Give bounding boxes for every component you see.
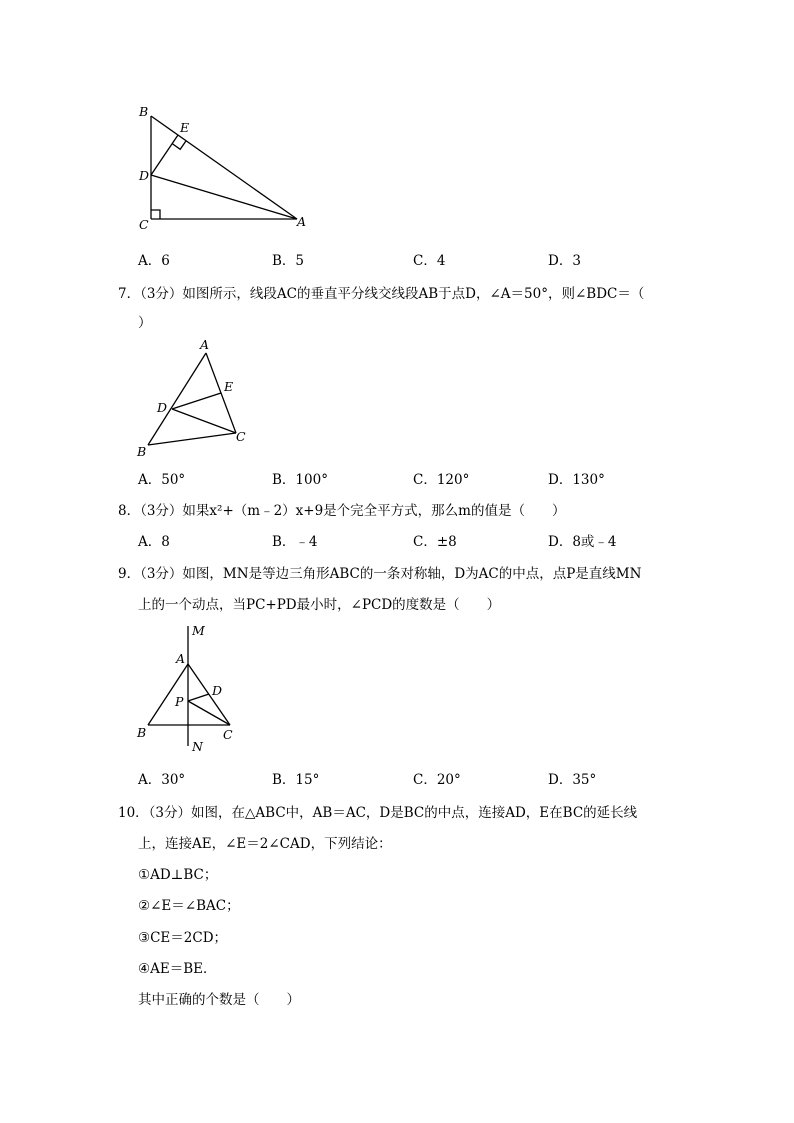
q8-option-c: C．±8 <box>413 534 457 550</box>
q10-stem-line-1: 10．（3分）如图，在△ABC中，AB＝AC，D是BC的中点，连接AD，E在BC的延长线 <box>118 805 638 821</box>
q9-option-c: C．20° <box>413 772 461 788</box>
q10-prompt: 其中正确的个数是（ ） <box>138 992 300 1008</box>
q7-label-a: A <box>200 337 210 352</box>
q9-label-m: M <box>192 623 205 638</box>
q6-label-e: E <box>180 120 190 135</box>
q6-segment-da <box>151 175 297 219</box>
q10-conclusion-1: ①AD⊥BC； <box>138 867 218 883</box>
q7-option-c: C．120° <box>413 472 470 488</box>
q6-segment-ba <box>151 116 297 219</box>
q9-segment-pd <box>188 694 209 701</box>
q6-label-d: D <box>139 168 150 183</box>
q8-option-b: B．﹣4 <box>272 534 318 550</box>
q6-label-c: C <box>139 217 149 232</box>
q7-segment-bc <box>148 433 236 445</box>
q7-figure <box>0 330 794 460</box>
q8-stem-line-1: 8．（3分）如果x²+（m﹣2）x+9是个完全平方式，那么m的值是（ ） <box>118 503 566 519</box>
q9-label-a: A <box>176 651 186 666</box>
q7-option-a: A．50° <box>138 472 186 488</box>
q7-segment-dc <box>172 409 236 433</box>
q9-segment-pc <box>188 701 230 725</box>
q10-conclusion-2: ②∠E＝∠BAC； <box>138 898 240 914</box>
q6-option-c: C．4 <box>413 253 446 269</box>
q7-stem-line-2: ） <box>138 315 152 331</box>
q6-figure <box>0 0 794 240</box>
q7-label-c: C <box>236 429 246 444</box>
q6-option-a: A．6 <box>138 253 170 269</box>
q7-label-d: D <box>157 400 168 415</box>
q7-stem-line-1: 7．（3分）如图所示，线段AC的垂直平分线交线段AB于点D，∠A＝50°，则∠BDC＝（ <box>118 286 645 302</box>
q6-option-d: D．3 <box>548 253 581 269</box>
q8-option-d: D．8或﹣4 <box>548 534 617 550</box>
q9-figure <box>0 618 794 758</box>
q7-option-d: D．130° <box>548 472 605 488</box>
q9-label-c: C <box>223 727 233 742</box>
q7-label-e: E <box>224 379 234 394</box>
q7-label-b: B <box>137 444 147 459</box>
q9-label-n: N <box>192 739 203 754</box>
q9-option-b: B．15° <box>272 772 320 788</box>
q9-stem-line-2: 上的一个动点，当PC+PD最小时，∠PCD的度数是（ ） <box>138 597 501 613</box>
q8-option-a: A．8 <box>138 534 170 550</box>
q9-stem-line-1: 9．（3分）如图，MN是等边三角形ABC的一条对称轴，D为AC的中点，点P是直线MN <box>118 566 642 582</box>
q6-right-angle-c <box>151 210 160 219</box>
q7-option-b: B．100° <box>272 472 328 488</box>
q10-stem-line-2: 上，连接AE，∠E＝2∠CAD，下列结论： <box>138 836 392 852</box>
q10-conclusion-3: ③CE＝2CD； <box>138 930 228 946</box>
q6-segment-de <box>151 135 178 175</box>
q9-label-p: P <box>175 694 184 709</box>
q9-label-b: B <box>137 725 147 740</box>
q6-label-a: A <box>297 214 307 229</box>
q9-label-d: D <box>212 683 223 698</box>
q9-option-d: D．35° <box>548 772 597 788</box>
q6-label-b: B <box>139 104 149 119</box>
q6-option-b: B．5 <box>272 253 305 269</box>
q6-right-angle-e <box>172 141 186 150</box>
q7-segment-ab <box>148 353 206 445</box>
q9-option-a: A．30° <box>138 772 186 788</box>
q10-conclusion-4: ④AE＝BE． <box>138 961 217 977</box>
